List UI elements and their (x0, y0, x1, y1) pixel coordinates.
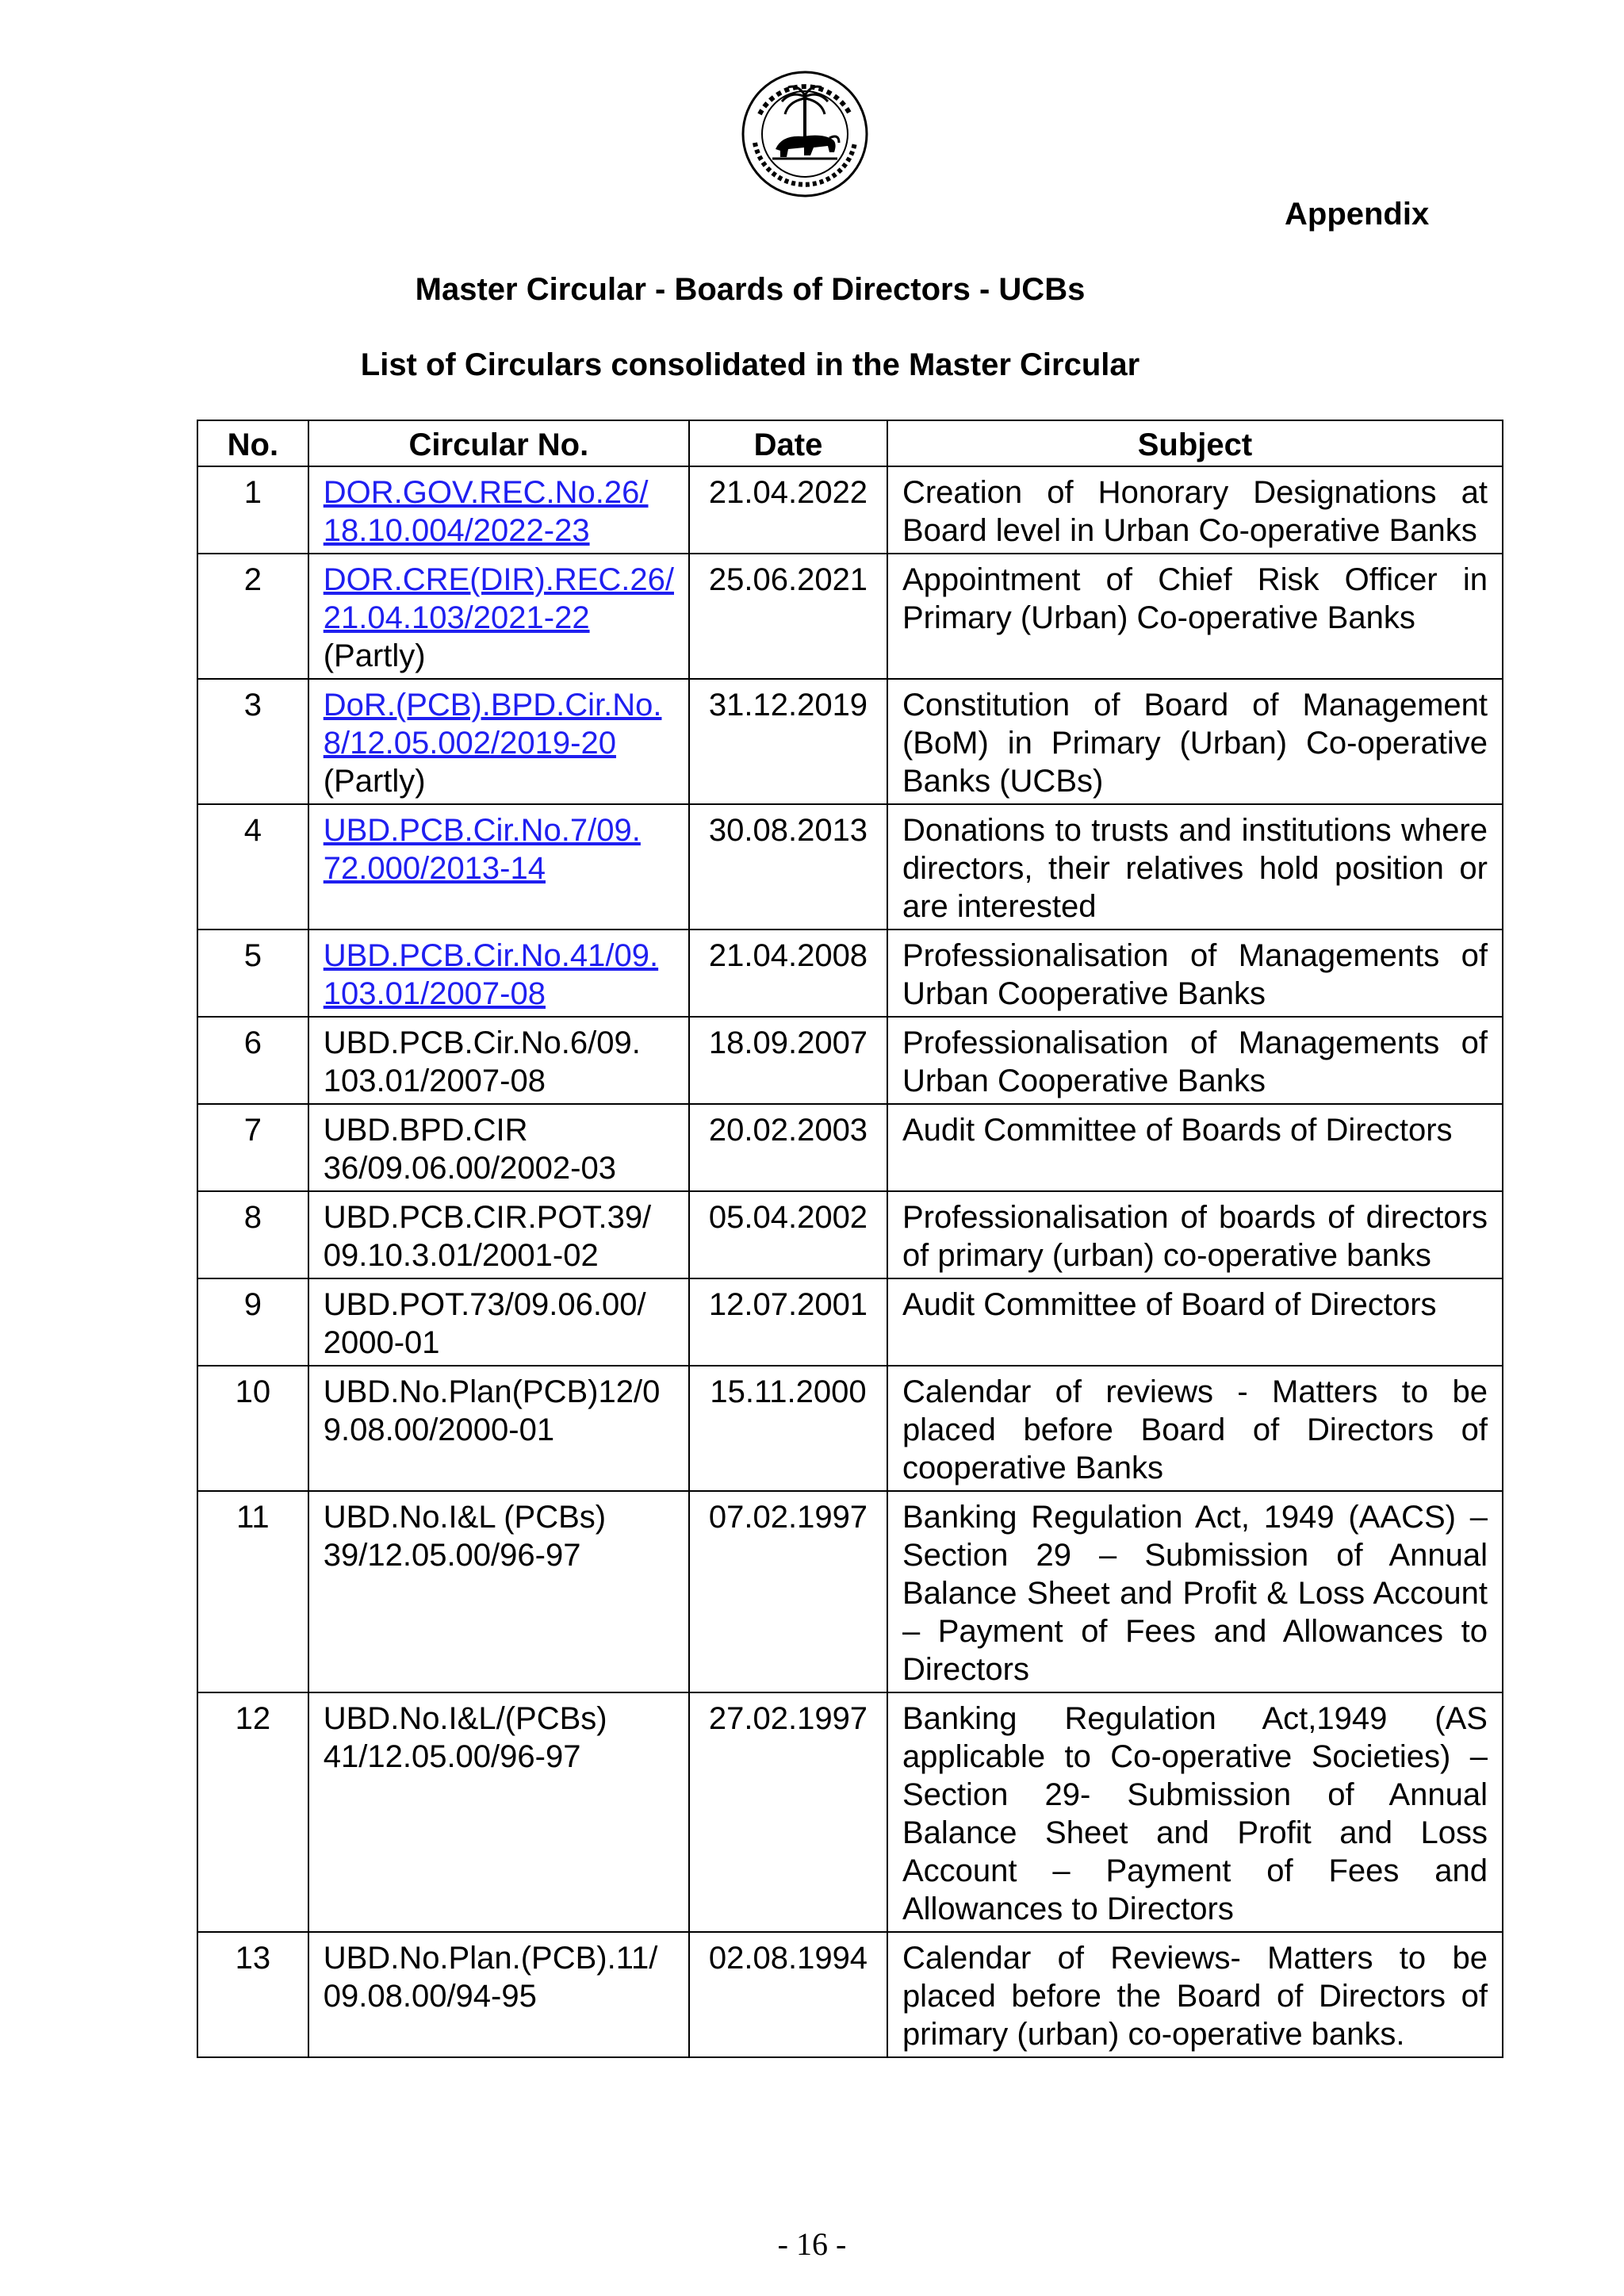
circular-number-line1: UBD.No.I&L/(PCBs) (323, 1701, 607, 1736)
row-number: 2 (197, 554, 308, 679)
circular-number-line2: 09.10.3.01/2001-02 (323, 1238, 599, 1273)
row-number: 1 (197, 466, 308, 554)
circular-number-cell (308, 1104, 689, 1191)
circulars-table (197, 420, 1503, 2058)
circular-number-line2: 36/09.06.00/2002-03 (323, 1151, 616, 1186)
circular-subject: Calendar of reviews - Matters to be placed before Board of Directors of cooperative Banks (887, 1366, 1503, 1491)
circular-subject: Calendar of Reviews- Matters to be placed before the Board of Directors of primary (urban) co-operative banks. (887, 1932, 1503, 2057)
circular-number-line2: 21.04.103/2021-22 (323, 600, 590, 635)
circular-number-line1: UBD.No.Plan.(PCB).11/ (323, 1941, 658, 1976)
header-circular-no: Circular No. (308, 420, 689, 466)
row-number: 10 (197, 1366, 308, 1491)
circular-date: 05.04.2002 (689, 1191, 887, 1278)
table-row (197, 554, 1503, 679)
page-number: - 16 - (777, 2226, 847, 2262)
circular-number-line2: 72.000/2013-14 (323, 851, 546, 886)
circular-subject: Audit Committee of Board of Directors (887, 1278, 1503, 1366)
circular-subject: Constitution of Board of Management (BoM) in Primary (Urban) Co-operative Banks (UCBs) (887, 679, 1503, 804)
table-row (197, 1017, 1503, 1104)
header-date: Date (689, 420, 887, 466)
circular-number-line1: DoR.(PCB).BPD.Cir.No. (323, 688, 662, 723)
rbi-logo (741, 70, 869, 198)
row-number: 3 (197, 679, 308, 804)
circular-number-line1: UBD.BPD.CIR (323, 1113, 528, 1148)
circular-number (324, 1200, 651, 1273)
circular-number-cell (308, 1692, 689, 1932)
circular-number-cell (308, 804, 689, 930)
circular-subject: Audit Committee of Boards of Directors (887, 1104, 1503, 1191)
circular-number (324, 1025, 641, 1098)
circular-date: 20.02.2003 (689, 1104, 887, 1191)
circular-number-line1: DOR.CRE(DIR).REC.26/ (323, 562, 674, 597)
table-row (197, 1692, 1503, 1932)
circular-subject: Professionalisation of boards of directors of primary (urban) co-operative banks (887, 1191, 1503, 1278)
circular-subject: Professionalisation of Managements of Urban Cooperative Banks (887, 930, 1503, 1017)
header-no: No. (197, 420, 308, 466)
circular-date: 21.04.2008 (689, 930, 887, 1017)
circular-number-line2: 103.01/2007-08 (323, 976, 546, 1011)
circular-number-cell (308, 1366, 689, 1491)
circular-number (324, 1701, 607, 1774)
circular-number-line2: 103.01/2007-08 (323, 1064, 546, 1098)
circular-subject: Banking Regulation Act, 1949 (AACS) – Section 29 – Submission of Annual Balance Sheet and Profit & Loss Account – Payment of Fees and Allowances to Directors (887, 1491, 1503, 1692)
table-row (197, 1104, 1503, 1191)
row-number: 11 (197, 1491, 308, 1692)
circular-number-line1: UBD.POT.73/09.06.00/ (323, 1287, 646, 1322)
row-number: 6 (197, 1017, 308, 1104)
circular-subject: Donations to trusts and institutions where directors, their relatives hold position or are interested (887, 804, 1503, 930)
circular-subject: Appointment of Chief Risk Officer in Primary (Urban) Co-operative Banks (887, 554, 1503, 679)
circular-number-cell (308, 466, 689, 554)
circular-note: (Partly) (323, 638, 426, 673)
table-row (197, 679, 1503, 804)
circular-number-cell (308, 930, 689, 1017)
table-row (197, 804, 1503, 930)
circular-date: 27.02.1997 (689, 1692, 887, 1932)
circular-number-line1: UBD.No.I&L (PCBs) (323, 1500, 607, 1535)
circular-number-line2: 2000-01 (323, 1325, 440, 1360)
circular-date: 15.11.2000 (689, 1366, 887, 1491)
circular-number-line1: UBD.PCB.Cir.No.6/09. (323, 1025, 641, 1060)
circular-link[interactable] (324, 938, 658, 1011)
appendix-label: Appendix (1285, 197, 1430, 232)
table-row (197, 1491, 1503, 1692)
circular-date: 18.09.2007 (689, 1017, 887, 1104)
circular-number-cell (308, 1932, 689, 2057)
circular-link[interactable] (324, 813, 641, 886)
table-row (197, 1191, 1503, 1278)
circular-number-cell (308, 1278, 689, 1366)
row-number: 12 (197, 1692, 308, 1932)
table-row (197, 1366, 1503, 1491)
circular-date: 21.04.2022 (689, 466, 887, 554)
circular-number (324, 1113, 616, 1186)
circular-number-line1: UBD.PCB.CIR.POT.39/ (323, 1200, 652, 1235)
circular-link[interactable] (324, 688, 662, 761)
circular-number-line2: 8/12.05.002/2019-20 (323, 726, 616, 761)
circular-number (324, 1287, 646, 1360)
table-row (197, 1278, 1503, 1366)
page-subtitle: List of Circulars consolidated in the Master Circular (360, 347, 1140, 382)
circular-number (324, 1500, 606, 1573)
row-number: 4 (197, 804, 308, 930)
circular-note: (Partly) (323, 764, 426, 799)
circular-date: 25.06.2021 (689, 554, 887, 679)
circular-subject: Professionalisation of Managements of Urban Cooperative Banks (887, 1017, 1503, 1104)
circular-number-cell (308, 679, 689, 804)
circular-number-line1: UBD.PCB.Cir.No.41/09. (323, 938, 659, 973)
circular-date: 07.02.1997 (689, 1491, 887, 1692)
row-number: 8 (197, 1191, 308, 1278)
circular-number-line1: UBD.PCB.Cir.No.7/09. (323, 813, 641, 848)
circular-date: 02.08.1994 (689, 1932, 887, 2057)
circular-number-line1: DOR.GOV.REC.No.26/ (323, 475, 649, 510)
row-number: 13 (197, 1932, 308, 2057)
row-number: 9 (197, 1278, 308, 1366)
circular-date: 31.12.2019 (689, 679, 887, 804)
circular-number-line1: UBD.No.Plan(PCB)12/0 (323, 1374, 661, 1409)
circular-number-cell (308, 1017, 689, 1104)
row-number: 5 (197, 930, 308, 1017)
circular-number-line2: 39/12.05.00/96-97 (323, 1538, 581, 1573)
circular-number-cell (308, 1191, 689, 1278)
circular-date: 12.07.2001 (689, 1278, 887, 1366)
circular-number-line2: 41/12.05.00/96-97 (323, 1739, 581, 1774)
page-title: Master Circular - Boards of Directors - UCBs (415, 272, 1086, 307)
circular-number-line2: 9.08.00/2000-01 (323, 1412, 555, 1447)
circular-number (324, 1374, 661, 1447)
circular-number-line2: 09.08.00/94-95 (323, 1979, 537, 2014)
circular-number (324, 1941, 658, 2014)
table-row (197, 930, 1503, 1017)
circular-number-cell (308, 1491, 689, 1692)
circular-number-line2: 18.10.004/2022-23 (323, 513, 590, 548)
circular-number-cell (308, 554, 689, 679)
circular-subject: Creation of Honorary Designations at Board level in Urban Co-operative Banks (887, 466, 1503, 554)
header-subject: Subject (887, 420, 1503, 466)
circular-subject: Banking Regulation Act,1949 (AS applicable to Co-operative Societies) – Section 29- Submission of Annual Balance Sheet and Profit and Loss Account – Payment of Fees and Allowances to Directors (887, 1692, 1503, 1932)
circular-link[interactable] (324, 562, 674, 635)
circular-link[interactable] (324, 475, 649, 548)
row-number: 7 (197, 1104, 308, 1191)
table-body (197, 466, 1503, 2057)
circular-date: 30.08.2013 (689, 804, 887, 930)
table-row (197, 466, 1503, 554)
table-header-row (197, 420, 1503, 466)
table-row (197, 1932, 1503, 2057)
